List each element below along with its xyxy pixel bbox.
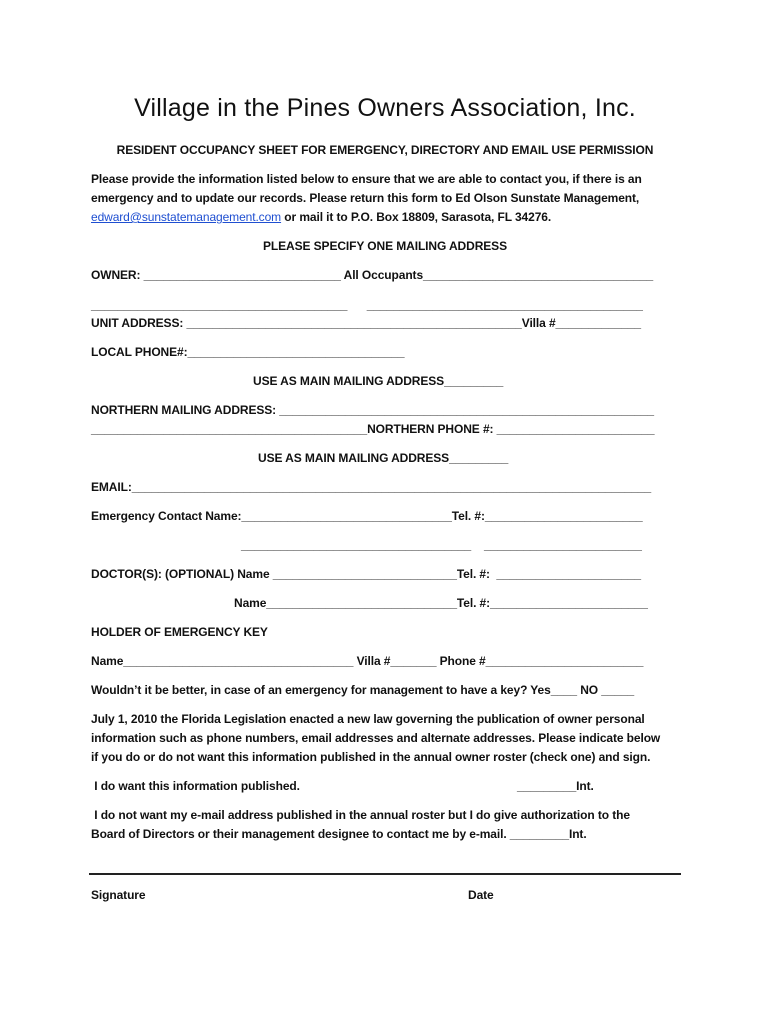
- local-phone-field[interactable]: LOCAL PHONE#:_________________________________: [91, 345, 405, 359]
- no-publish-line-1: I do not want my e-mail address published in the annual roster but I do give authorization to the: [91, 808, 630, 822]
- publish-option-label: I do want this information published.: [91, 779, 300, 793]
- northern-phone-field[interactable]: __________________________________________NORTHERN PHONE #: ________________________: [91, 422, 655, 436]
- intro-line-3-rest: or mail it to P.O. Box 18809, Sarasota, FL 34276.: [281, 210, 552, 224]
- northern-address-field[interactable]: NORTHERN MAILING ADDRESS: _________________________________________________________: [91, 403, 654, 417]
- intro-line-3: [91, 209, 551, 225]
- signature-line[interactable]: [89, 873, 681, 875]
- intro-line-2: emergency and to update our records. Please return this form to Ed Olson Sunstate Management,: [91, 191, 640, 205]
- intro-line-1: Please provide the information listed below to ensure that we are able to contact you, if there is an: [91, 172, 642, 186]
- legislation-line-1: July 1, 2010 the Florida Legislation enacted a new law governing the publication of owner personal: [91, 712, 645, 726]
- use-main-mailing-2[interactable]: USE AS MAIN MAILING ADDRESS_________: [258, 451, 509, 465]
- legislation-line-3: if you do or do not want this information published in the annual owner roster (check one) and sign.: [91, 750, 651, 764]
- form-subtitle: RESIDENT OCCUPANCY SHEET FOR EMERGENCY, DIRECTORY AND EMAIL USE PERMISSION: [116, 143, 654, 157]
- date-label: Date: [468, 888, 494, 902]
- key-question[interactable]: Wouldn’t it be better, in case of an emergency for management to have a key? Yes____ NO _____: [91, 683, 635, 697]
- publish-initials-field[interactable]: _________Int.: [517, 779, 594, 793]
- owner-field[interactable]: OWNER: ______________________________ All Occupants___________________________________: [91, 268, 654, 282]
- doctor-field-1[interactable]: DOCTOR(S): (OPTIONAL) Name ____________________________Tel. #: ______________________: [91, 567, 641, 581]
- email-link[interactable]: edward@sunstatemanagement.com: [91, 210, 282, 224]
- legislation-line-2: information such as phone numbers, email addresses and alternate addresses. Please indicate below: [91, 731, 661, 745]
- emergency-key-holder-field[interactable]: Name___________________________________ Villa #_______ Phone #________________________: [91, 654, 644, 668]
- use-main-mailing-1[interactable]: USE AS MAIN MAILING ADDRESS_________: [253, 374, 504, 388]
- unit-address-field[interactable]: UNIT ADDRESS: ___________________________________________________Villa #_____________: [91, 316, 641, 330]
- emergency-contact-field-2[interactable]: ___________________________________ ________________________: [241, 538, 642, 552]
- emergency-key-heading: HOLDER OF EMERGENCY KEY: [91, 625, 268, 639]
- emergency-contact-field[interactable]: Emergency Contact Name:________________________________Tel. #:________________________: [91, 509, 643, 523]
- page-title: Village in the Pines Owners Association, Inc.: [134, 94, 636, 122]
- doctor-field-2[interactable]: Name_____________________________Tel. #:________________________: [234, 596, 648, 610]
- signature-label: Signature: [91, 888, 146, 902]
- no-publish-line-2[interactable]: Board of Directors or their management designee to contact me by e-mail. _________Int.: [91, 827, 587, 841]
- occupants-blank-row[interactable]: _______________________________________ __________________________________________: [91, 298, 643, 312]
- mailing-instruction: PLEASE SPECIFY ONE MAILING ADDRESS: [263, 239, 507, 253]
- email-field[interactable]: EMAIL:_______________________________________________________________________________: [91, 480, 652, 494]
